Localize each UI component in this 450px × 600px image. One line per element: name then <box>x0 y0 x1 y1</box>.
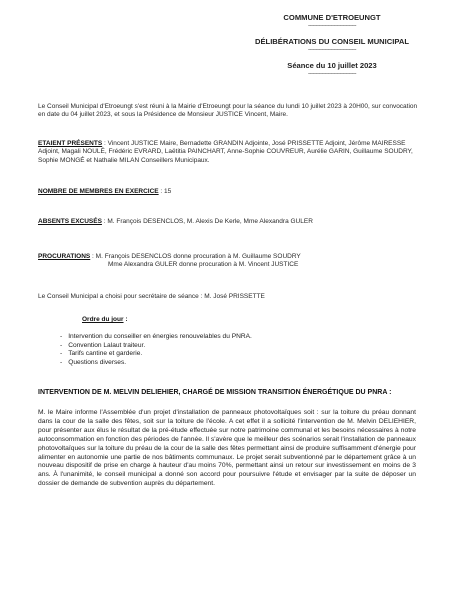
presents-paragraph <box>38 140 420 165</box>
membres-line <box>38 188 420 196</box>
absents-line <box>38 218 420 226</box>
secretaire-line: Le Conseil Municipal a choisi pour secrétaire de séance : M. José PRISSETTE <box>38 293 265 300</box>
section-title: INTERVENTION DE M. MELVIN DELIEHIER, CHARGÉ DE MISSION TRANSITION ÉNERGÉTIQUE DU PNRA : <box>38 389 392 396</box>
agenda-item: - Convention Lalaut traiteur. <box>60 342 252 351</box>
agenda-item: - Intervention du conseiller en énergies renouvelables du PNRA. <box>60 333 252 342</box>
ordre-suffix: : <box>123 316 128 323</box>
absents-label: ABSENTS EXCUSÉS <box>38 218 102 225</box>
header-rule-1: -------------------------------- <box>308 23 356 29</box>
agenda-item: - Questions diverses. <box>60 359 252 368</box>
procurations-line-2: Mme Alexandra GULER donne procuration à M. Vincent JUSTICE <box>108 261 299 269</box>
membres-value: : 15 <box>158 188 172 195</box>
agenda-item: - Tarifs cantine et garderie. <box>60 350 252 359</box>
membres-label: NOMBRE DE MEMBRES EN EXERCICE <box>38 188 159 195</box>
commune-name: COMMUNE D'ETROEUNGT <box>283 13 381 22</box>
intro-paragraph: Le Conseil Municipal d'Etroeungt s'est réuni à la Mairie d'Etroeungt pour la séance du lundi 10 juillet 2023 à 20H00, sur convocation en date du 04 juillet 2023, et sous la Présidence de Monsieur JUSTICE Vincent, Maire. <box>38 103 418 119</box>
absents-text: : M. François DESENCLOS, M. Alexis De Kerle, Mme Alexandra GULER <box>101 218 313 225</box>
presents-label: ETAIENT PRÉSENTS <box>38 140 103 147</box>
section-body: M. le Maire informe l'Assemblée d'un projet d'installation de panneaux photovoltaïques soit : sur la toiture du préau donnant dans la cour de la salle des fêtes, soit sur la toiture de l'école. A cet effet il a sollicité l'intervention de M. Melvin DELIEHIER, pour présenter aux élus le résultat de la pré-étude effectuée sur notre patrimoine communal et les besoins nécessaires à notre autoconsommation en fonction des périodes de l'année. Il s'avère que le meilleur des scénarios serait l'installation de panneaux photovoltaïques sur la toiture du préau de la cour de la salle des fêtes permettant ainsi de produire suffisamment d'énergie pour alimenter en autonomie une partie de nos bâtiments communaux. Le projet serait subventionné par le département grâce à un nouveau dispositif de prise en charge à hauteur d'au moins 70%, permettant ainsi un retour sur investissement en moins de 3 ans. À l'unanimité, le conseil municipal a donné son accord pour poursuivre l'étude et envisager par la suite de déposer un dossier de demande de subvention auprès du département. <box>38 409 416 488</box>
header-rule-2: -------------------------------- <box>308 47 356 53</box>
document-header <box>232 14 432 77</box>
document-title: DÉLIBÉRATIONS DU CONSEIL MUNICIPAL <box>255 37 409 46</box>
procurations-line-1 <box>38 253 420 261</box>
presents-text: : Vincent JUSTICE Maire, Bernadette GRANDIN Adjointe, José PRISSETTE Adjoint, Jérôme MAIRESSE Adjoint, Magali NOULÉ, Frédéric EVRARD, Laëtitia PAINCHART, Anne-Sophie COUVREUR, Aurélie GARIN, Guillaume SOUDRY, Sophie MONGÉ et Nathalie MILAN Conseillers Municipaux. <box>38 140 413 164</box>
procurations-label: PROCURATIONS <box>38 253 91 260</box>
header-rule-3: -------------------------------- <box>308 71 356 77</box>
procurations-block <box>38 253 420 270</box>
agenda-list <box>60 333 252 368</box>
ordre-label: Ordre du jour <box>82 316 124 323</box>
procurations-text-1: : M. François DESENCLOS donne procuration à M. Guillaume SOUDRY <box>90 253 301 260</box>
seance-date: Séance du 10 juillet 2023 <box>287 61 377 70</box>
ordre-du-jour-heading <box>82 316 282 324</box>
